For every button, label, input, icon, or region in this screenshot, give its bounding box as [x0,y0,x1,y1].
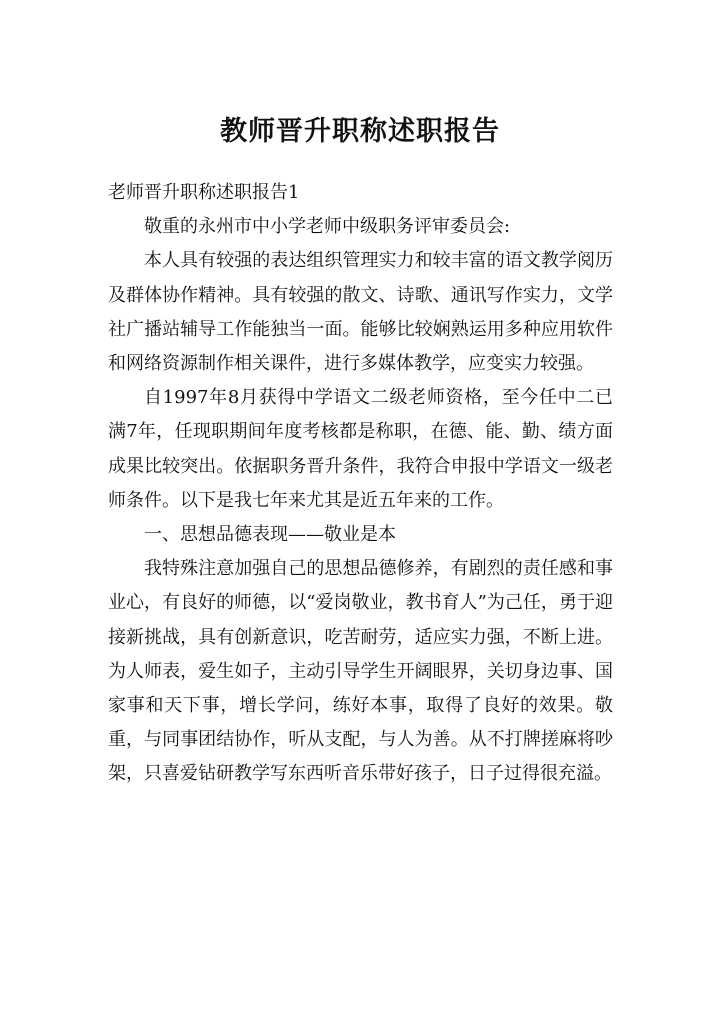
paragraph-salutation: 敬重的永州市中小学老师中级职务评审委员会: [144,216,511,238]
paragraph-qualification: 自1997年8月获得中学语文二级老师资格，至今任中二已满7年，任现职期间年度考核都是称职，在德、能、勤、绩方面成果比较突出。依据职务晋升条件，我符合申报中学语文一级老师条件。以下是我七年来尤其是近五年来的工作。 [108,387,613,511]
document-body [108,176,613,792]
paragraph-subtitle: 老师晋升职称述职报告1 [108,182,300,203]
document-title: 教师晋升职称述职报告 [220,116,500,147]
section-heading-ethics: 一、思想品德表现——敬业是本 [144,524,396,546]
paragraph-abilities: 本人具有较强的表达组织管理实力和较丰富的语文教学阅历及群体协作精神。具有较强的散文、诗歌、通讯写作实力，文学社广播站辅导工作能独当一面。能够比较娴熟运用多种应用软件和网络资源制作相关课件，进行多媒体教学，应变实力较强。 [108,250,613,375]
paragraph-ethics: 我特殊注意加强自己的思想品德修养，有剧烈的责任感和事业心，有良好的师德，以“爱岗敬业，教书育人”为己任，勇于迎接新挑战，具有创新意识，吃苦耐劳，适应实力强，不断上进。为人师表，爱生如子，主动引导学生开阔眼界，关切身边事、国家事和天下事，增长学问，练好本事，取得了良好的效果。敬重，与同事团结协作，听从支配，与人为善。从不打牌搓麻将吵架，只喜爱钻研教学写东西听音乐带好孩子，日子过得很充溢。 [108,558,613,785]
